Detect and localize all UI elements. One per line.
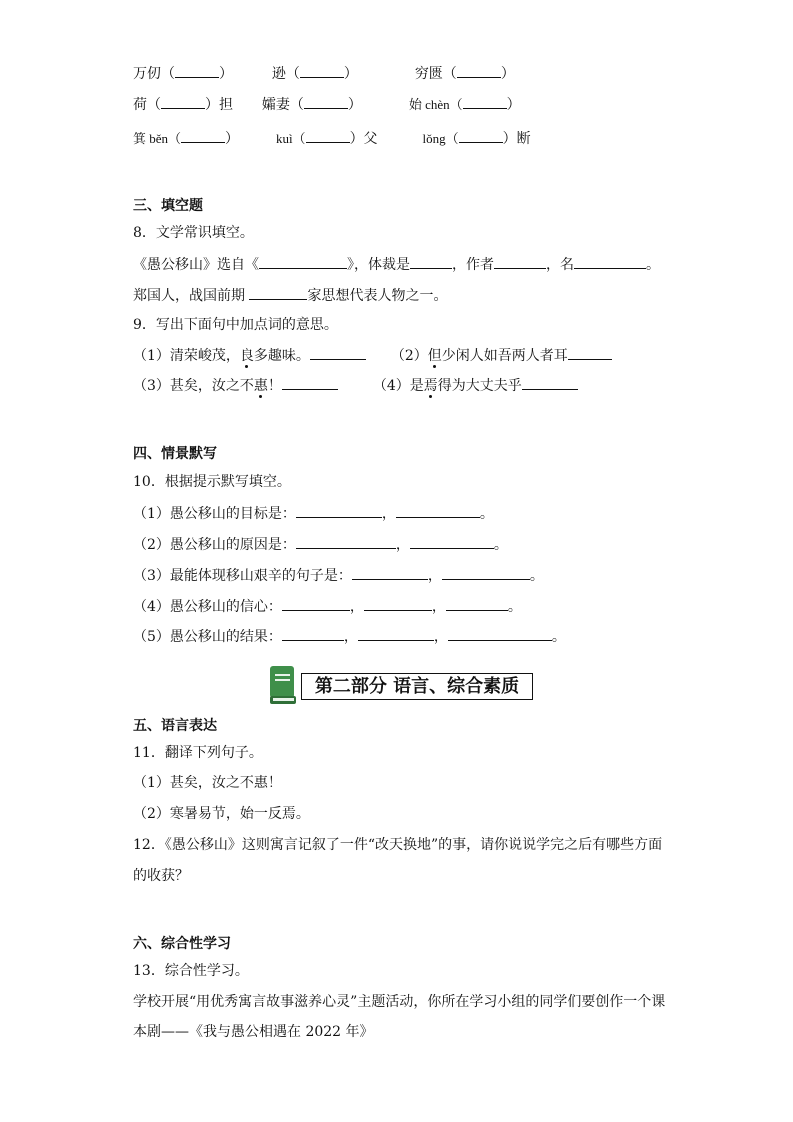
q9-text: 少闲人如吾两人者耳 <box>441 348 568 364</box>
answer-blank[interactable] <box>457 63 501 78</box>
row-text: ） <box>343 66 358 82</box>
q11-item-2: （2）寒暑易节，始一反焉。 <box>133 806 310 822</box>
answer-blank[interactable] <box>296 534 396 549</box>
answer-blank[interactable] <box>282 375 338 390</box>
question-12-line-2: 的收获？ <box>133 868 189 884</box>
q10-text: ， <box>349 599 364 615</box>
dotted-char: 焉 <box>423 378 438 394</box>
q9-text: （1）清荣峻茂， <box>133 348 240 364</box>
q10-text: （5）愚公移山的结果： <box>133 629 282 645</box>
row-text: 逊（ <box>271 66 300 82</box>
row-text: ） <box>219 66 233 82</box>
section-heading: 五、语言表达 <box>133 718 217 734</box>
row-text: ）断 <box>502 131 531 147</box>
section-heading: 四、情景默写 <box>133 446 217 462</box>
answer-blank[interactable] <box>446 596 508 611</box>
q10-item-4 <box>133 596 522 617</box>
section-heading: 三、填空题 <box>133 198 203 214</box>
answer-blank[interactable] <box>282 626 344 641</box>
q10-text: ， <box>395 537 410 553</box>
q9-line-2 <box>133 375 578 396</box>
row-text: ） <box>347 97 362 113</box>
answer-blank[interactable] <box>259 254 347 269</box>
q8-text: 《愚公移山》选自《 <box>133 257 259 273</box>
q13-line-2: 本剧——《我与愚公相遇在 2022 年》 <box>133 1024 374 1040</box>
q9-text: （3）甚矣，汝之不 <box>133 378 254 394</box>
q8-text: 家思想代表人物之一。 <box>307 288 448 304</box>
char-row-2 <box>133 94 521 115</box>
answer-blank[interactable] <box>296 503 382 518</box>
answer-blank[interactable] <box>494 254 546 269</box>
answer-blank[interactable] <box>396 503 480 518</box>
answer-blank[interactable] <box>568 345 612 360</box>
q8-text: 。 <box>646 257 660 273</box>
answer-blank[interactable] <box>358 626 434 641</box>
q9-text: （2） <box>390 348 428 364</box>
answer-blank[interactable] <box>304 94 348 109</box>
answer-blank[interactable] <box>282 596 350 611</box>
q10-text: （2）愚公移山的原因是： <box>133 537 296 553</box>
row-text: 孀妻（ <box>261 97 304 113</box>
q9-text: 得为大丈夫乎 <box>437 378 522 394</box>
row-text: 万仞（ <box>133 66 175 82</box>
answer-blank[interactable] <box>410 254 452 269</box>
q10-text: ， <box>343 629 358 645</box>
row-text: ）担 <box>205 97 233 113</box>
q10-text: 。 <box>529 568 544 584</box>
q10-item-3 <box>133 565 544 586</box>
q10-text: 。 <box>551 629 566 645</box>
q8-line-1 <box>133 254 660 275</box>
q10-text: （1）愚公移山的目标是： <box>133 506 296 522</box>
row-text: 始 chèn（ <box>408 97 463 112</box>
question-11: 11．翻译下列句子。 <box>133 745 263 761</box>
dotted-char: 惠 <box>253 378 268 394</box>
q10-text: 。 <box>493 537 508 553</box>
answer-blank[interactable] <box>410 534 494 549</box>
q9-text: 多趣味。 <box>253 348 310 364</box>
row-text: ） <box>500 66 515 82</box>
answer-blank[interactable] <box>364 596 432 611</box>
row-text: kuì（ <box>275 131 306 146</box>
q10-text: 。 <box>507 599 522 615</box>
answer-blank[interactable] <box>310 345 366 360</box>
row-text: 箕 běn（ <box>133 131 182 146</box>
q8-text: 郑国人，战国前期 <box>133 288 250 304</box>
answer-blank[interactable] <box>181 128 225 143</box>
answer-blank[interactable] <box>459 128 503 143</box>
question-8: 8．文学常识填空。 <box>133 225 254 241</box>
q10-text: （3）最能体现移山艰辛的句子是： <box>133 568 352 584</box>
answer-blank[interactable] <box>463 94 507 109</box>
row-text: 穷匮（ <box>414 66 457 82</box>
answer-blank[interactable] <box>448 626 552 641</box>
dotted-char: 良 <box>239 348 254 364</box>
book-icon <box>268 664 298 706</box>
row-text: ） <box>506 97 521 113</box>
row-text: 荷（ <box>133 97 161 113</box>
answer-blank[interactable] <box>161 94 205 109</box>
question-12-line-1: 12．《愚公移山》这则寓言记叙了一件“改天换地”的事，请你说说学完之后有哪些方面 <box>133 837 663 853</box>
q10-item-1 <box>133 503 494 524</box>
answer-blank[interactable] <box>574 254 646 269</box>
q13-line-1: 学校开展“用优秀寓言故事滋养心灵”主题活动，你所在学习小组的同学们要创作一个课 <box>133 994 666 1010</box>
part-two-banner <box>268 664 536 706</box>
q10-text: ， <box>433 629 448 645</box>
q8-text: 》，体裁是 <box>347 257 410 273</box>
q10-text: ， <box>381 506 396 522</box>
question-13: 13．综合性学习。 <box>133 963 249 979</box>
row-text: ） <box>225 131 240 147</box>
row-text: lǒng（ <box>422 131 459 146</box>
q8-text: ，作者 <box>452 257 494 273</box>
q10-item-2 <box>133 534 508 555</box>
answer-blank[interactable] <box>175 63 219 78</box>
answer-blank[interactable] <box>306 128 350 143</box>
q10-text: ， <box>427 568 442 584</box>
q10-item-5 <box>133 626 566 647</box>
char-row-1 <box>133 63 515 84</box>
q8-text: ，名 <box>546 257 574 273</box>
question-9: 9．写出下面句中加点词的意思。 <box>133 317 338 333</box>
answer-blank[interactable] <box>352 565 428 580</box>
q9-text: ！ <box>267 378 282 394</box>
section-heading: 六、综合性学习 <box>133 936 231 952</box>
answer-blank[interactable] <box>249 285 307 300</box>
dotted-char: 但 <box>427 348 442 364</box>
answer-blank[interactable] <box>442 565 530 580</box>
q8-line-2 <box>133 285 447 306</box>
banner-title: 第二部分 语言、综合素质 <box>301 673 533 700</box>
q10-text: 。 <box>479 506 494 522</box>
q10-text: ， <box>431 599 446 615</box>
q9-line-1 <box>133 345 612 366</box>
answer-blank[interactable] <box>300 63 344 78</box>
question-10: 10．根据提示默写填空。 <box>133 474 291 490</box>
answer-blank[interactable] <box>522 375 578 390</box>
row-text: ）父 <box>349 131 378 147</box>
q9-text: （4）是 <box>372 378 424 394</box>
q10-text: （4）愚公移山的信心： <box>133 599 282 615</box>
char-row-3 <box>133 128 531 149</box>
q11-item-1: （1）甚矣，汝之不惠！ <box>133 775 282 791</box>
